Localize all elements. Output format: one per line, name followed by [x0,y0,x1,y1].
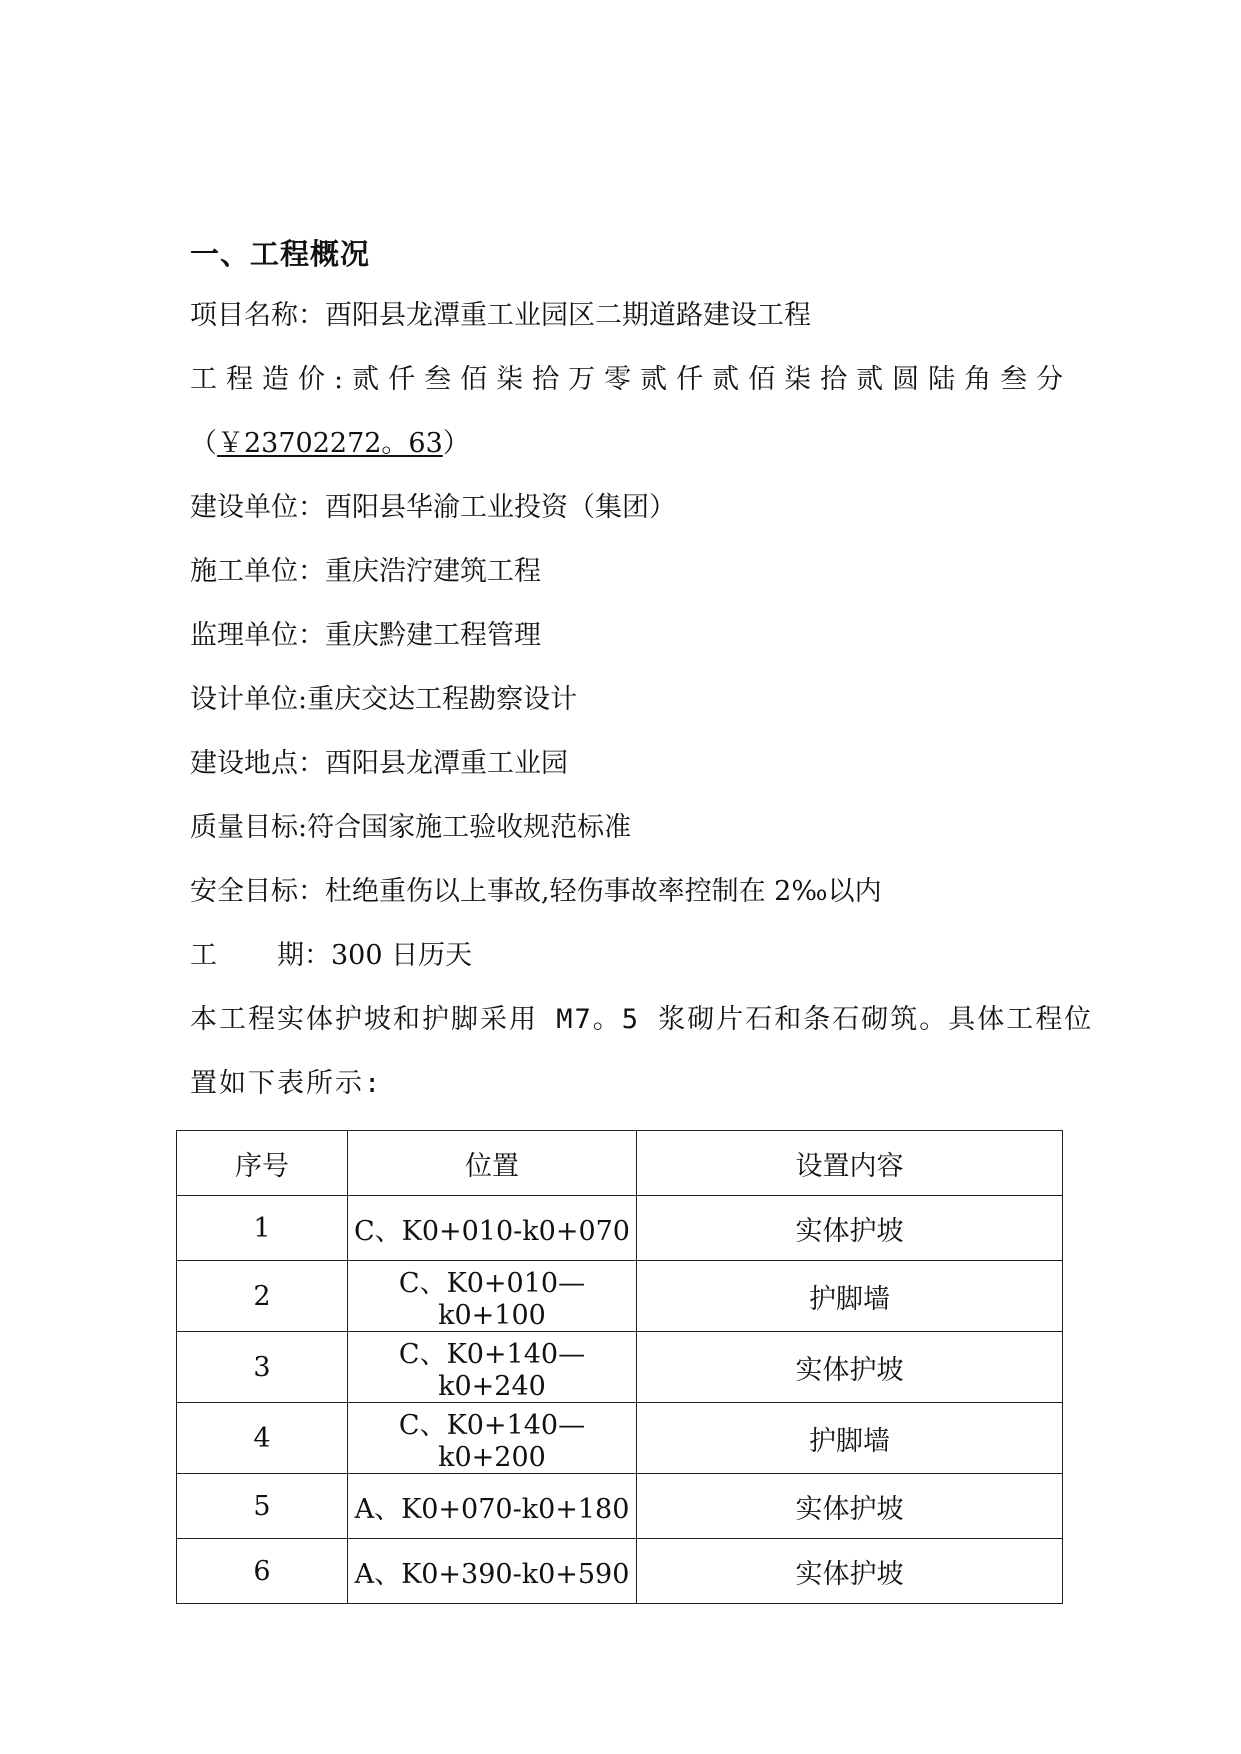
table-row [177,1403,1063,1474]
table-row [177,1196,1063,1261]
row-number: 4 [177,1403,348,1474]
designer-line: 设计单位:重庆交达工程勘察设计 [190,684,578,715]
period-label-b: 期：300 日历天 [277,940,473,971]
period-label-a: 工 [190,940,217,971]
quality-line: 质量目标:符合国家施工验收规范标准 [190,812,632,843]
location-line: 建设地点：酉阳县龙潭重工业园 [190,748,568,779]
header-number: 序号 [177,1131,348,1196]
project-cost-amount-line [190,426,470,462]
row-position: A、K0+390-k0+590 [348,1539,637,1604]
safety-line: 安全目标：杜绝重伤以上事故,轻伤事故率控制在 2‰以内 [190,876,882,907]
row-position: C、K0+140—k0+240 [348,1332,637,1403]
period-line [190,938,472,974]
table-row [177,1474,1063,1539]
row-number: 2 [177,1261,348,1332]
cost-close-paren: ） [442,428,470,459]
row-number: 5 [177,1474,348,1539]
cost-amount: ￥23702272。63 [217,428,443,459]
project-cost-line: 工程造价:贰仟叁佰柒拾万零贰仟贰佰柒拾贰圆陆角叁分 [190,364,1073,395]
row-number: 3 [177,1332,348,1403]
row-content: 实体护坡 [637,1474,1063,1539]
table-row [177,1332,1063,1403]
row-position: C、K0+010—k0+100 [348,1261,637,1332]
contractor-line: 施工单位：重庆浩泞建筑工程 [190,556,541,587]
row-content: 护脚墙 [637,1403,1063,1474]
row-number: 6 [177,1539,348,1604]
table-row [177,1261,1063,1332]
cost-open-paren: （ [190,428,217,459]
row-content: 护脚墙 [637,1261,1063,1332]
row-position: C、K0+010-k0+070 [348,1196,637,1261]
project-name-line: 项目名称：酉阳县龙潭重工业园区二期道路建设工程 [190,300,811,331]
section-heading: 一、工程概况 [190,237,371,271]
row-content: 实体护坡 [637,1332,1063,1403]
row-number: 1 [177,1196,348,1261]
header-content: 设置内容 [637,1131,1063,1196]
header-position: 位置 [348,1131,637,1196]
description-line-1: 本工程实体护坡和护脚采用 M7。5 浆砌片石和条石砌筑。具体工程位 [190,1004,1094,1035]
description-line-2: 置如下表所示: [190,1068,383,1099]
supervisor-line: 监理单位：重庆黔建工程管理 [190,620,541,651]
owner-line: 建设单位：酉阳县华渝工业投资（集团） [190,492,676,523]
row-position: C、K0+140—k0+200 [348,1403,637,1474]
table-row [177,1539,1063,1604]
row-content: 实体护坡 [637,1196,1063,1261]
location-table [176,1130,1063,1604]
table-header-row [177,1131,1063,1196]
row-position: A、K0+070-k0+180 [348,1474,637,1539]
row-content: 实体护坡 [637,1539,1063,1604]
